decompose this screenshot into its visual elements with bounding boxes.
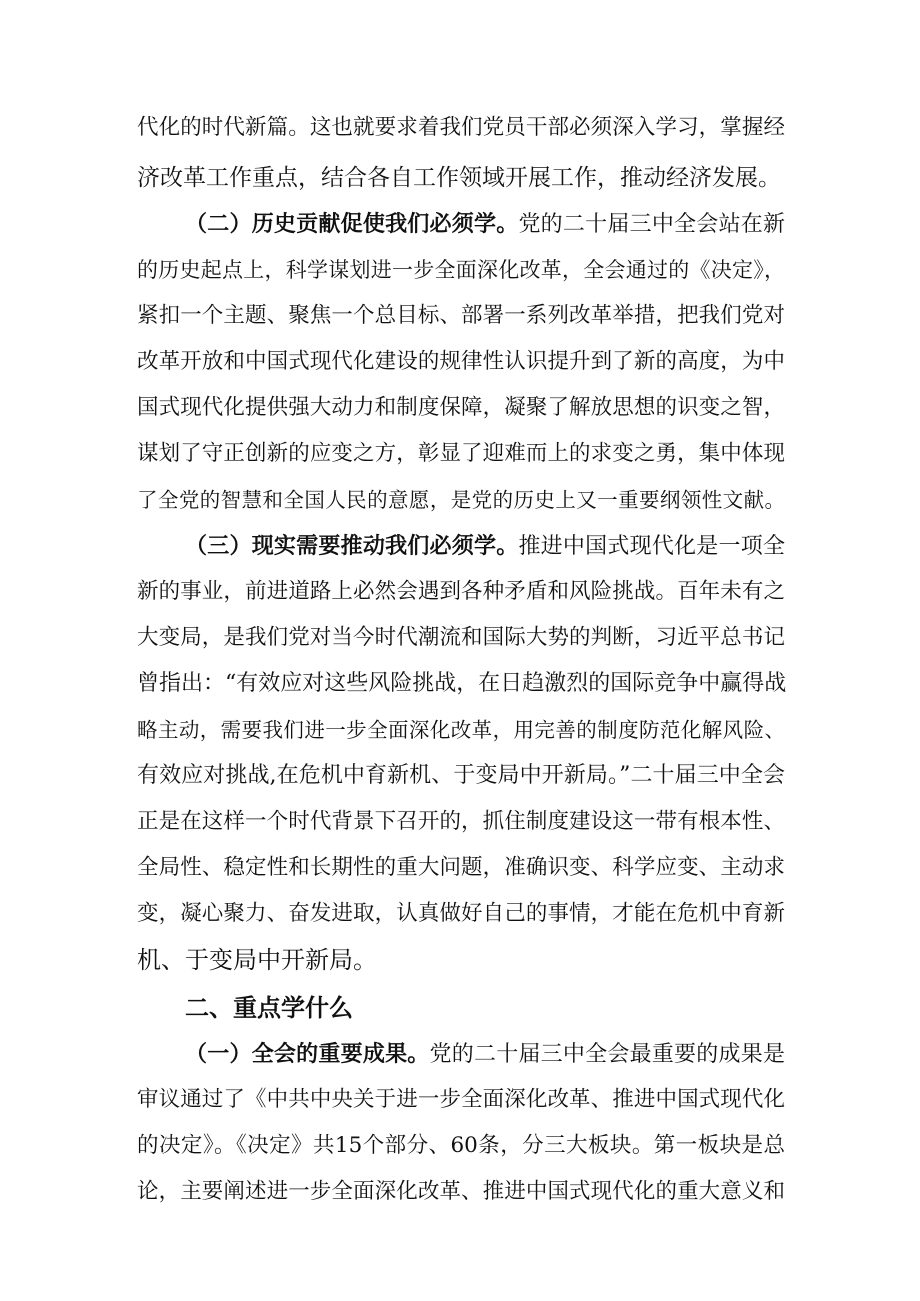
text-line: 济改革工作重点，结合各自工作领域开展工作，推动经济发展。 [137, 165, 781, 191]
section-paragraph-start: （一）全会的重要成果。党的二十届三中全会最重要的成果是 [185, 1041, 785, 1067]
text-line: 的决定》。《决定》共15个部分、60条，分三大板块。第一板块是总 [137, 1133, 785, 1158]
text-line: 略主动，需要我们进一步全面深化改革，用完善的制度防范化解风险、 [137, 718, 785, 742]
section-lead-heading: （二）历史贡献促使我们必须学。 [185, 211, 519, 237]
text-line: 新的事业，前进道路上必然会遇到各种矛盾和风险挑战。百年未有之 [137, 579, 785, 604]
text-line: 审议通过了《中共中央关于进一步全面深化改革、推进中国式现代化 [137, 1087, 785, 1112]
text-line: 正是在这样一个时代背景下召开的，抓住制度建设这一带有根本性、 [137, 809, 785, 834]
section-lead-heading: （一）全会的重要成果。 [185, 1041, 430, 1067]
section-lead-heading: （三）现实需要推动我们必须学。 [185, 533, 519, 559]
text-line: 变，凝心聚力、奋发进取，认真做好自己的事情，才能在危机中育新 [137, 901, 785, 926]
text-line: 谋划了守正创新的应变之方，彰显了迎难而上的求变之勇，集中体现 [137, 441, 785, 466]
text-line: 紧扣一个主题、聚焦一个总目标、部署一系列改革举措，把我们党对 [137, 303, 785, 328]
text-line: 国式现代化提供强大动力和制度保障，凝聚了解放思想的识变之智， [137, 395, 785, 420]
text-line: 论，主要阐述进一步全面深化改革、推进中国式现代化的重大意义和 [137, 1179, 785, 1204]
text-line: 机、于变局中开新局。 [137, 946, 377, 974]
text-line: 改革开放和中国式现代化建设的规律性认识提升到了新的高度，为中 [137, 349, 785, 374]
text-line: 了全党的智慧和全国人民的意愿，是党的历史上又一重要纲领性文献。 [137, 488, 785, 512]
section-heading: 二、重点学什么 [185, 994, 353, 1022]
text-line: 的历史起点上，科学谋划进一步全面深化改革，全会通过的《决定》， [137, 258, 785, 282]
text-line: 全局性、稳定性和长期性的重大问题，准确识变、科学应变、主动求 [137, 855, 785, 880]
text-line: 有效应对挑战,在危机中育新机、于变局中开新局。”二十届三中全会 [137, 763, 785, 788]
text-line: 代化的时代新篇。这也就要求着我们党员干部必须深入学习，掌握经 [137, 115, 785, 140]
section-paragraph-start: （二）历史贡献促使我们必须学。党的二十届三中全会站在新 [185, 211, 785, 237]
text-line: 曾指出：“有效应对这些风险挑战，在日趋激烈的国际竞争中赢得战 [137, 671, 787, 696]
section-paragraph-start: （三）现实需要推动我们必须学。推进中国式现代化是一项全 [185, 533, 785, 559]
text-line: 大变局，是我们党对当今时代潮流和国际大势的判断，习近平总书记 [137, 625, 785, 650]
